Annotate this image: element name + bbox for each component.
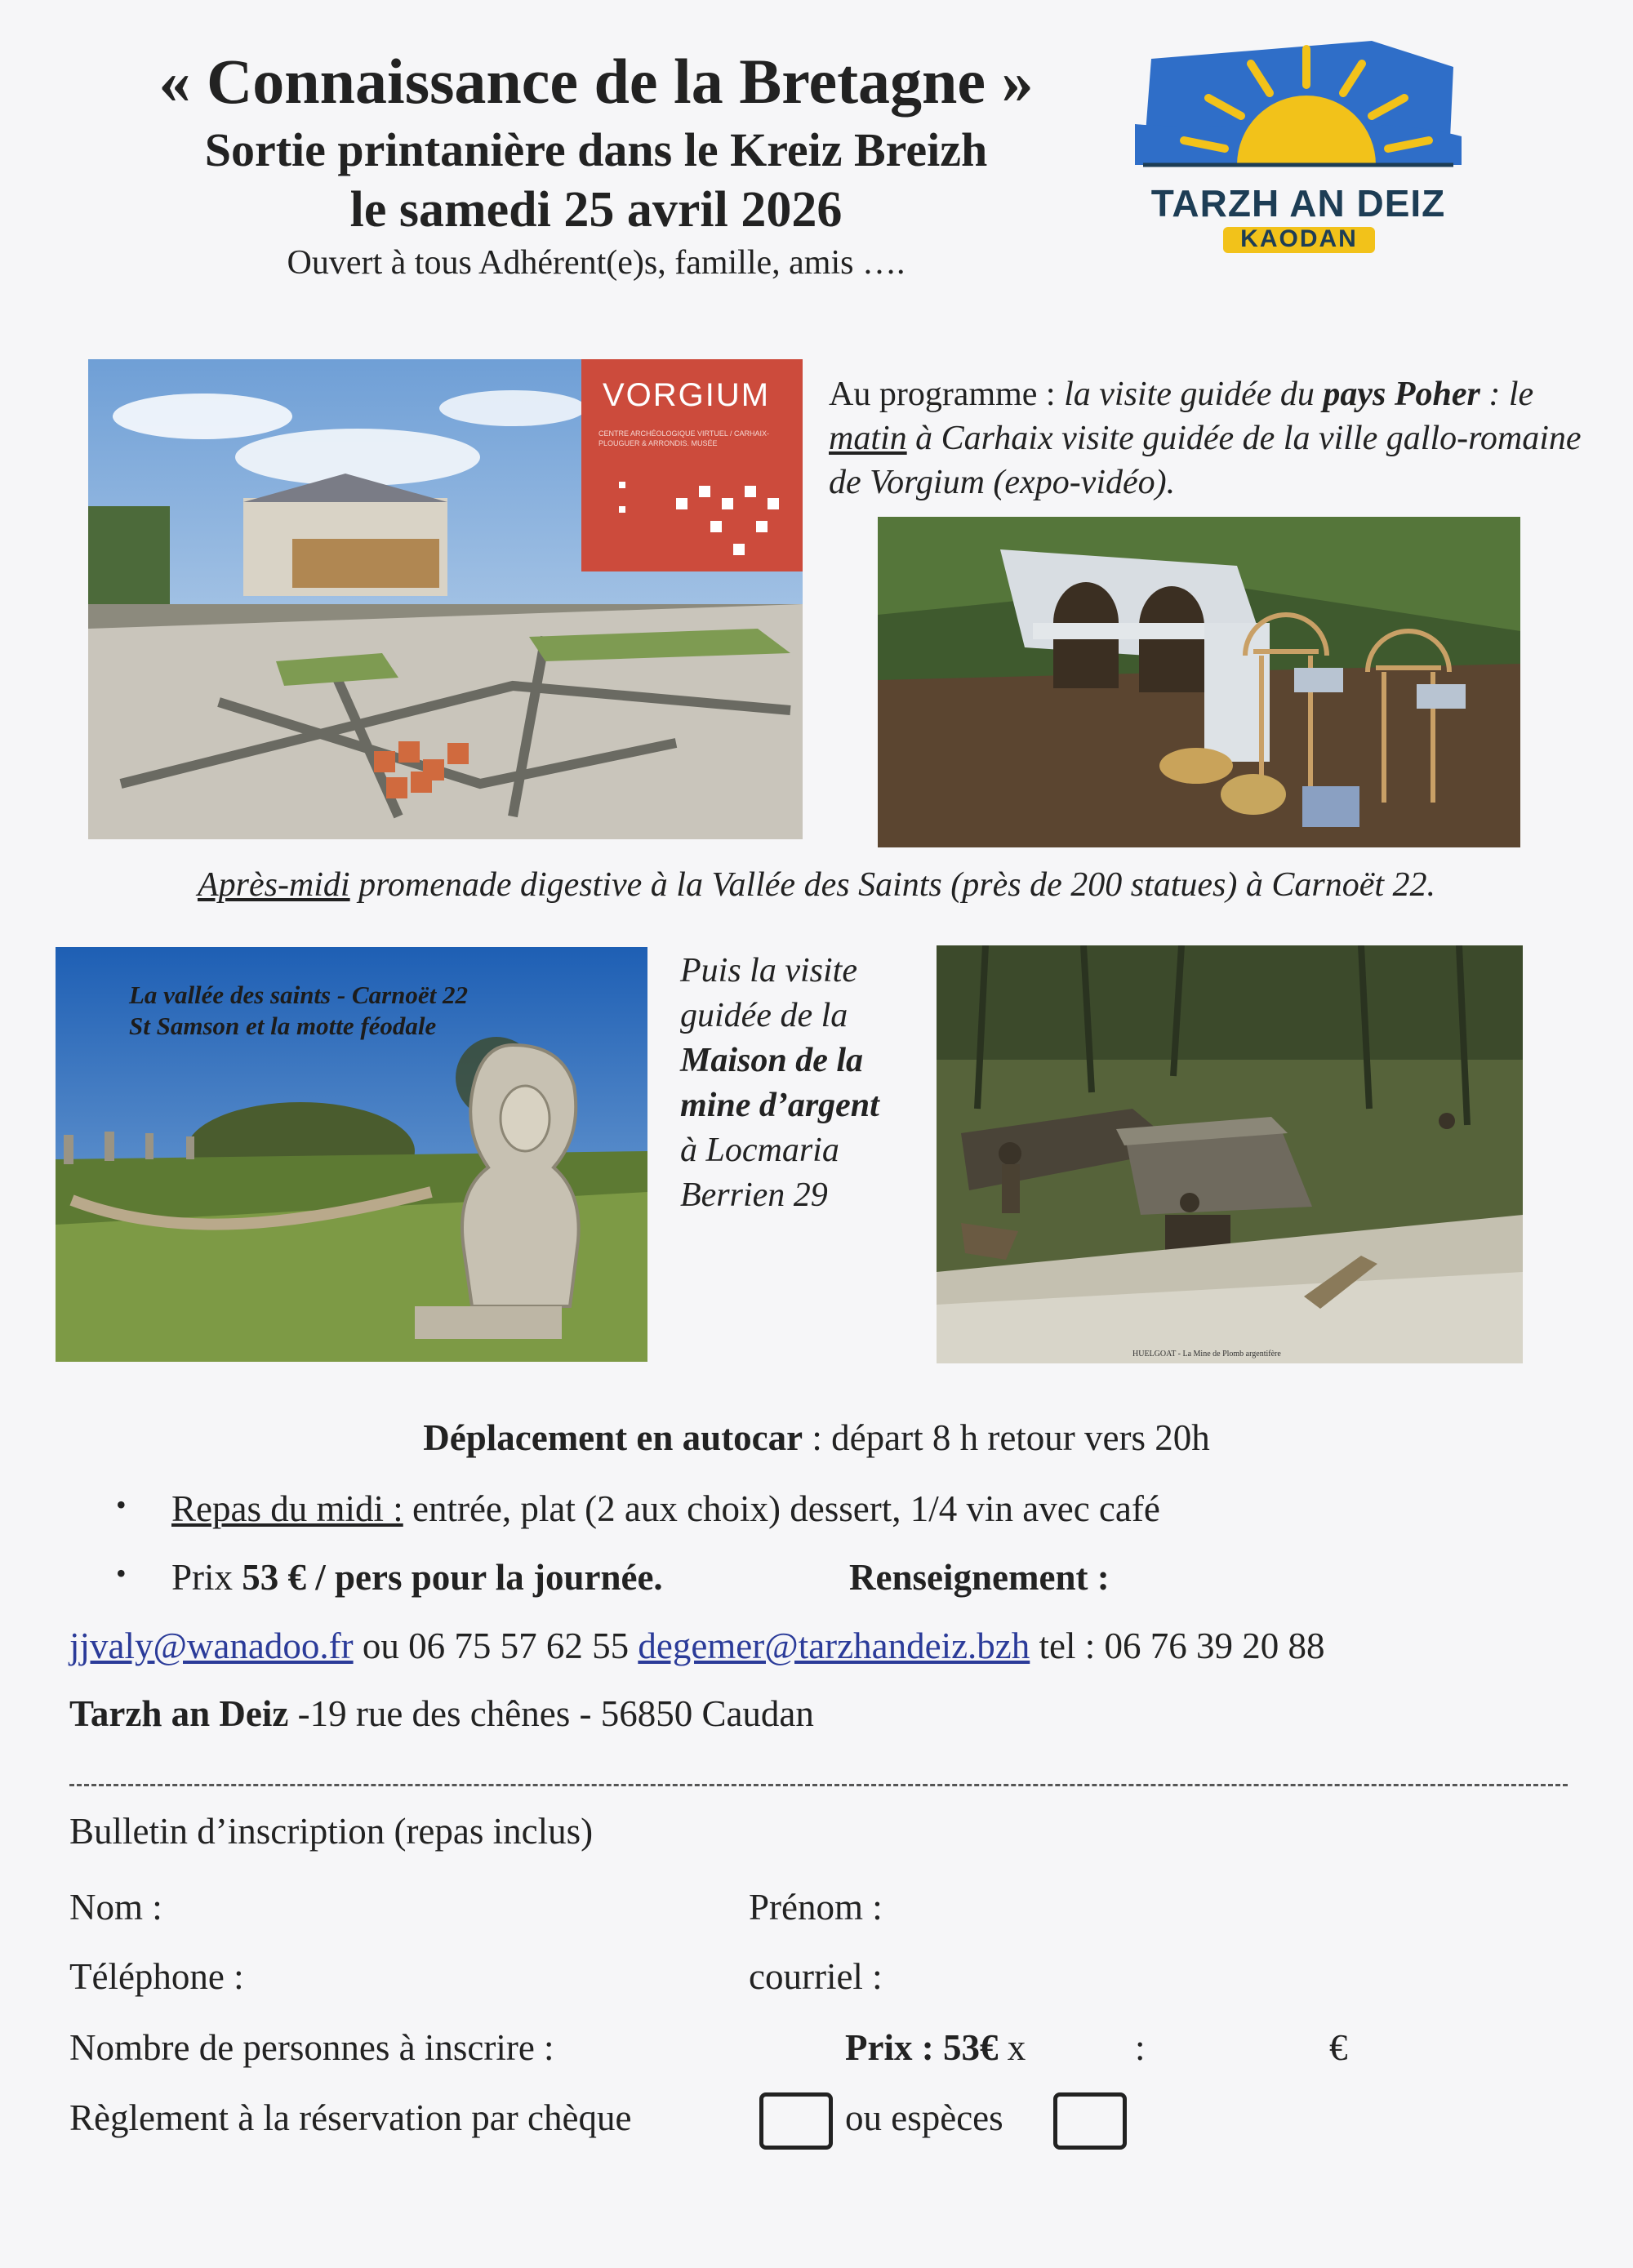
especes-checkbox[interactable] xyxy=(1053,2092,1127,2150)
bullet-icon: • xyxy=(116,1488,127,1521)
prenom-label: Prénom : xyxy=(749,1887,883,1928)
audience-text: Ouvert à tous Adhérent(e)s, famille, amis …. xyxy=(287,244,905,282)
sun-logo-icon xyxy=(1127,34,1470,181)
vorgium-sign-sub: CENTRE ARCHÉOLOGIQUE VIRTUEL / CARHAIX-PLOUGUER & ARRONDIS. MUSÉE xyxy=(598,429,770,447)
mine-caption: HUELGOAT - La Mine de Plomb argentifère xyxy=(1132,1350,1281,1359)
page-title: « Connaissance de la Bretagne » xyxy=(158,46,1034,117)
transport-line: Déplacement en autocar : départ 8 h retour vers 20h xyxy=(423,1417,1210,1458)
page-subtitle: Sortie printanière dans le Kreiz Breizh xyxy=(204,123,988,176)
nombre-label: Nombre de personnes à inscrire : xyxy=(69,2027,554,2068)
vallee-des-saints-photo xyxy=(56,947,647,1362)
cheque-checkbox[interactable] xyxy=(759,2092,833,2150)
vorgium-sign-title: VORGIUM xyxy=(603,377,771,413)
programme-text: Au programme : la visite guidée du pays Poher : le matin à Carhaix visite guidée de la ville gallo-romaine de Vorgium (expo-vidéo). xyxy=(829,376,1582,501)
bullet-icon: • xyxy=(116,1557,127,1590)
aqueduct-photo xyxy=(878,517,1520,847)
vorgium-photo xyxy=(88,359,803,839)
vallee-caption: La vallée des saints - Carnoët 22 St Samson et la motte féodale xyxy=(129,981,469,1040)
email-link-jjvaly[interactable]: jjvaly@wanadoo.fr xyxy=(69,1625,354,1666)
especes-label: ou espèces xyxy=(845,2097,1003,2138)
event-date: le samedi 25 avril 2026 xyxy=(349,182,843,238)
prix-formula: Prix : 53€ x xyxy=(845,2027,1026,2068)
repas-bullet: • Repas du midi : entrée, plat (2 aux choix) dessert, 1/4 vin avec café xyxy=(116,1488,1160,1529)
logo-sub: KAODAN xyxy=(1223,225,1375,255)
form-title: Bulletin d’inscription (repas inclus) xyxy=(69,1811,594,1852)
prix-bullet: • Prix 53 € / pers pour la journée. Renseignement : xyxy=(116,1557,1110,1598)
cut-line-divider xyxy=(69,1784,1568,1786)
nom-label: Nom : xyxy=(69,1887,162,1928)
address-line: Tarzh an Deiz -19 rue des chênes - 56850 Caudan xyxy=(69,1693,814,1734)
euro-symbol: € xyxy=(1329,2027,1348,2068)
email-link-degemer[interactable]: degemer@tarzhandeiz.bzh xyxy=(638,1625,1030,1666)
logo-name: TARZH AN DEIZ xyxy=(1150,182,1446,225)
mine-argent-photo xyxy=(937,945,1523,1363)
contact-line: jjvaly@wanadoo.fr ou 06 75 57 62 55 degemer@tarzhandeiz.bzh tel : 06 76 39 20 88 xyxy=(69,1625,1325,1666)
visite-mine-text: Puis la visite guidée de la Maison de la mine d’argent à Locmaria Berrien 29 xyxy=(680,952,879,1214)
afternoon-text: Après-midi promenade digestive à la Vallée des Saints (près de 200 statues) à Carnoët 22. xyxy=(197,866,1436,904)
renseignement-label: Renseignement : xyxy=(849,1557,1110,1598)
prix-colon: : xyxy=(1135,2027,1146,2068)
telephone-label: Téléphone : xyxy=(69,1956,244,1997)
tarzh-an-deiz-logo xyxy=(1127,34,1470,255)
courriel-label: courriel : xyxy=(749,1956,883,1997)
reglement-label: Règlement à la réservation par chèque xyxy=(69,2097,632,2138)
